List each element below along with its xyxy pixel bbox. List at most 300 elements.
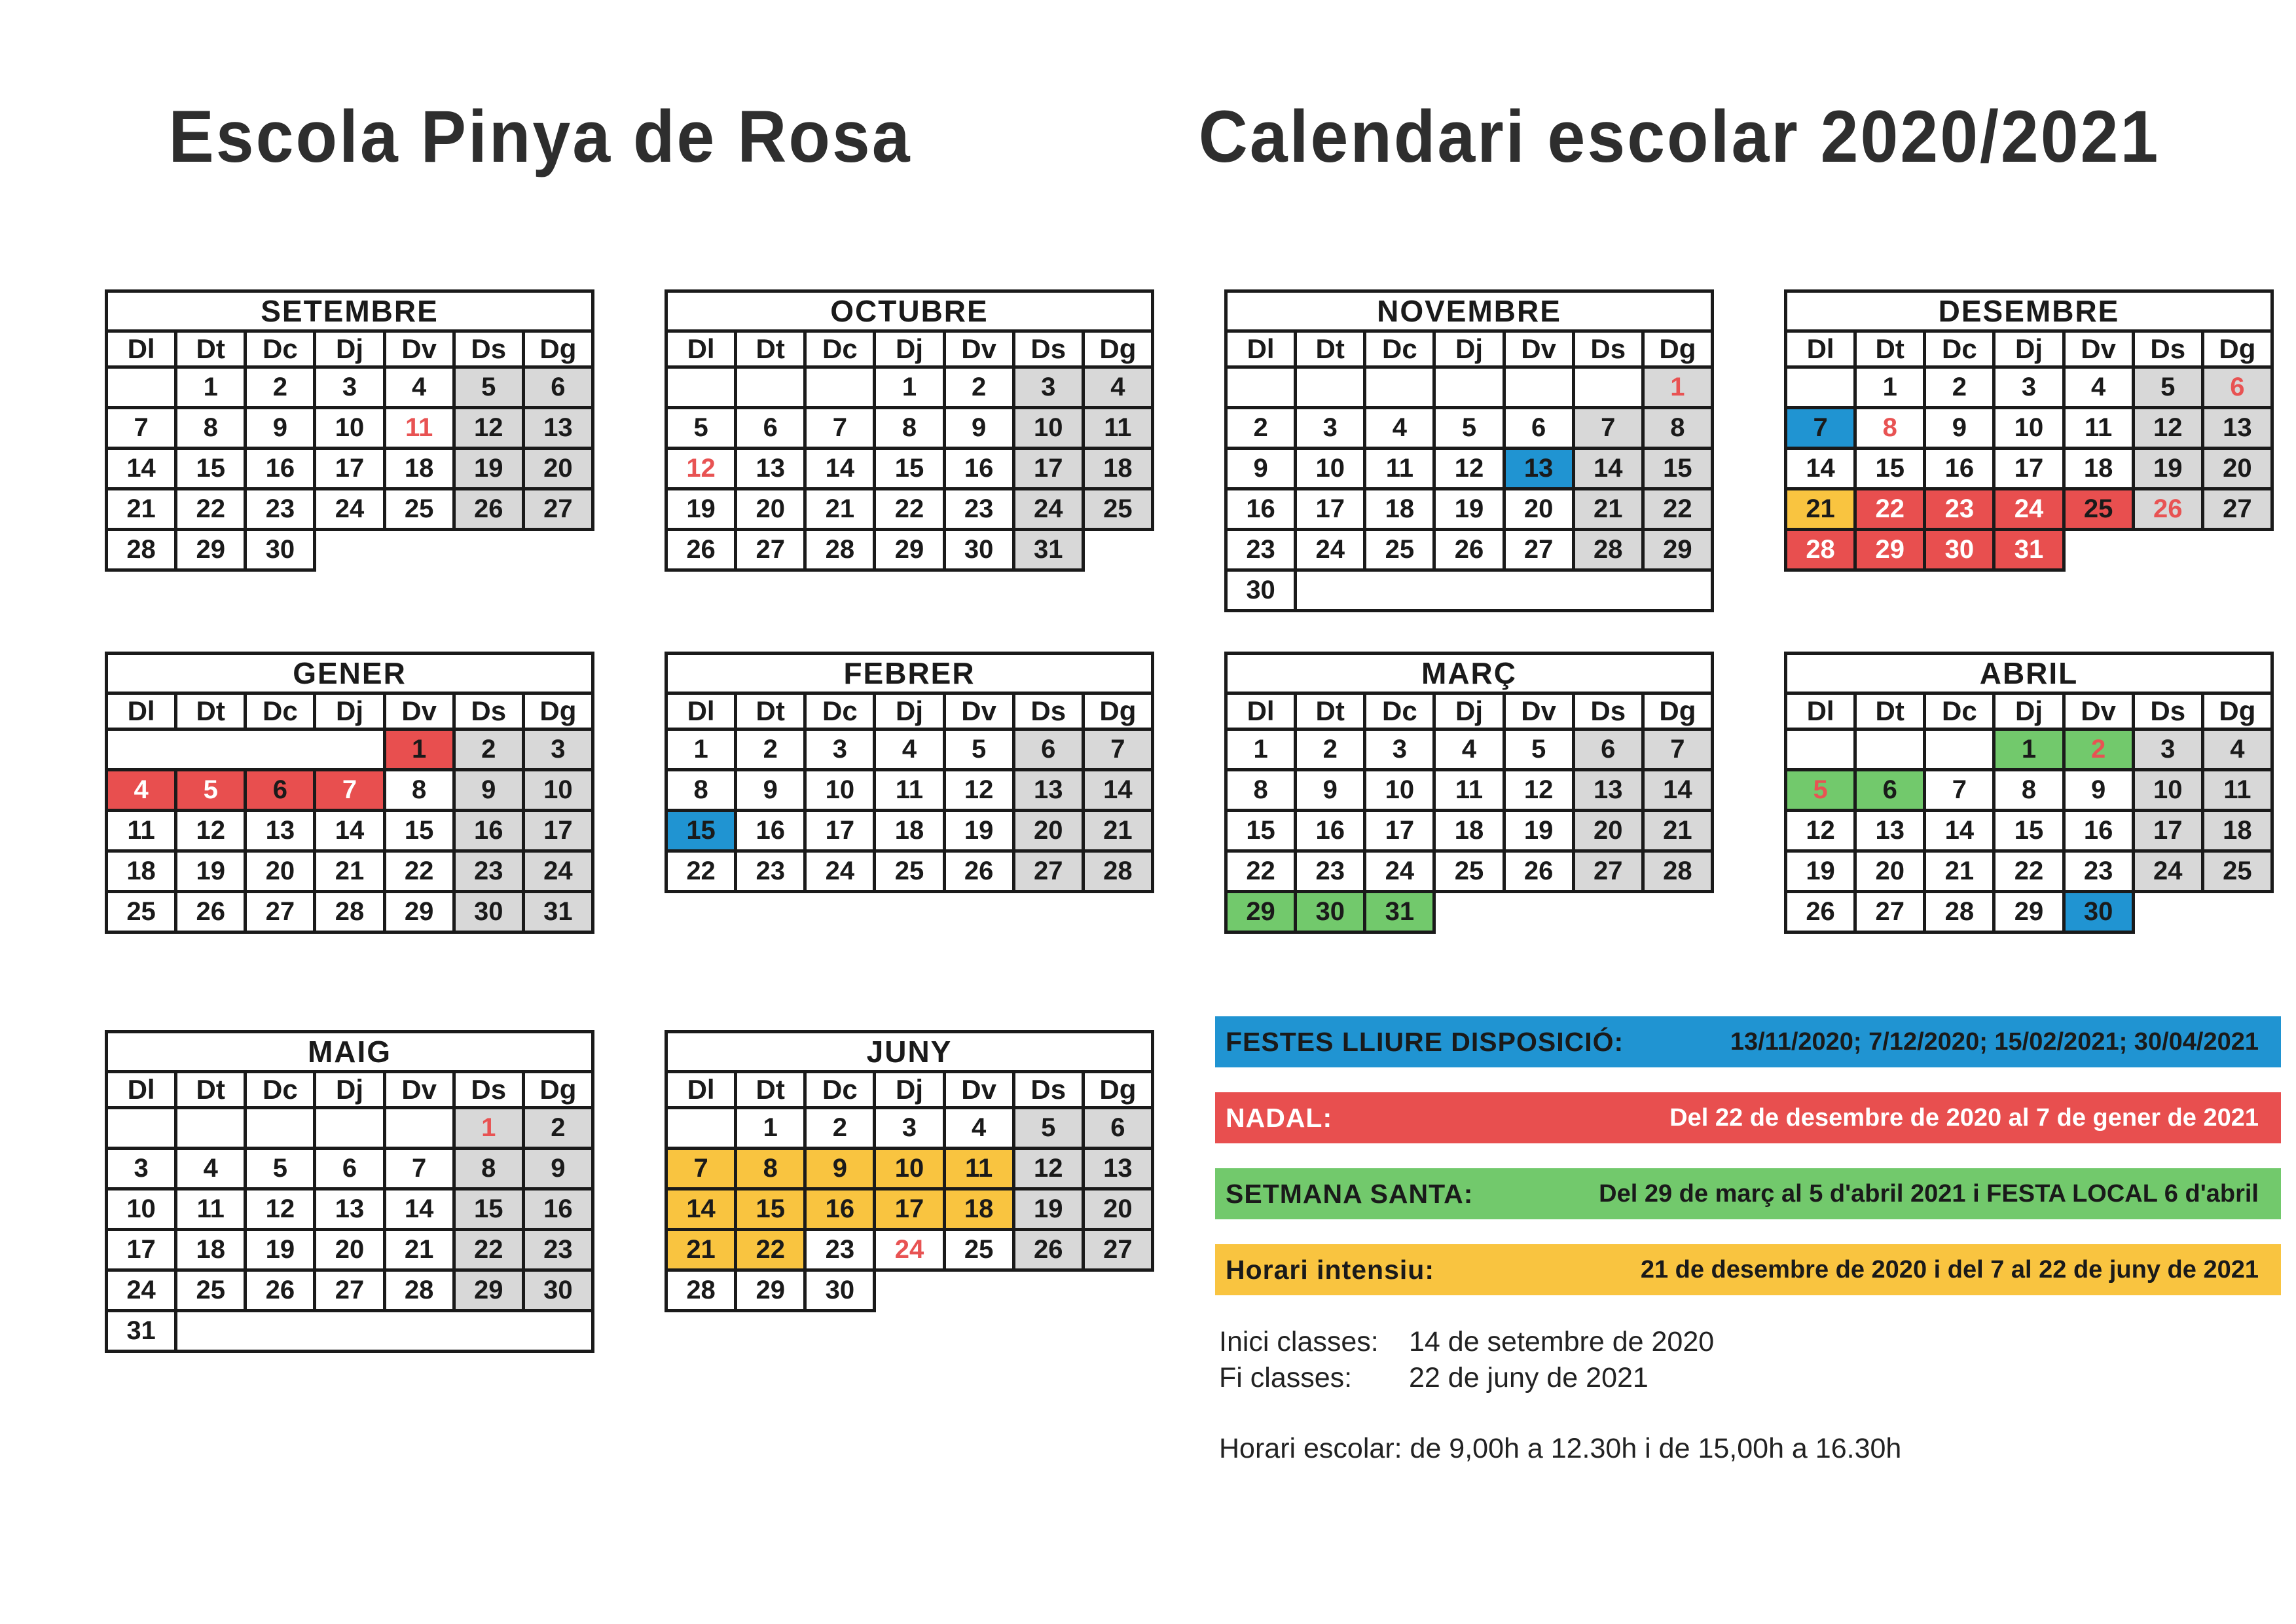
open-area — [1643, 892, 1712, 932]
day-cell: 3 — [107, 1149, 176, 1189]
day-cell: 10 — [805, 770, 875, 811]
day-cell: 24 — [1365, 851, 1434, 892]
day-cell: 22 — [875, 489, 944, 530]
day-cell: 25 — [2202, 851, 2272, 892]
day-cell: 14 — [1643, 770, 1712, 811]
day-cell: 25 — [107, 892, 176, 932]
day-cell: 30 — [944, 530, 1013, 570]
day-cell: 26 — [454, 489, 523, 530]
empty-day-cell — [107, 1108, 176, 1149]
day-cell: 20 — [523, 449, 592, 489]
empty-day-cell — [1573, 367, 1643, 408]
day-cell: 29 — [176, 530, 246, 570]
day-cell: 7 — [666, 1149, 736, 1189]
month-title: FEBRER — [666, 654, 1153, 693]
day-cell: 5 — [1434, 408, 1504, 449]
day-cell: 12 — [944, 770, 1013, 811]
day-cell: 14 — [805, 449, 875, 489]
table-filler-area — [666, 570, 1153, 598]
weekday-header: Dl — [666, 693, 736, 729]
day-cell: 12 — [1786, 811, 1855, 851]
legend-free-disposal-holidays — [1215, 1016, 2281, 1067]
day-cell: 6 — [2202, 367, 2272, 408]
day-cell: 2 — [2064, 729, 2133, 770]
day-cell: 12 — [666, 449, 736, 489]
day-cell: 15 — [875, 449, 944, 489]
weekday-header: Dt — [176, 331, 246, 367]
weekday-header: Dt — [1296, 331, 1365, 367]
table-filler-area — [1226, 932, 1713, 968]
weekday-header: Dv — [944, 1072, 1013, 1108]
weekday-header: Dj — [875, 693, 944, 729]
weekday-header: Dj — [875, 1072, 944, 1108]
day-cell: 26 — [1786, 892, 1855, 932]
day-cell: 26 — [666, 530, 736, 570]
day-cell: 6 — [315, 1149, 384, 1189]
day-cell: 11 — [107, 811, 176, 851]
table-filler-area — [666, 1311, 1153, 1329]
month-title: OCTUBRE — [666, 291, 1153, 331]
day-cell: 23 — [1296, 851, 1365, 892]
day-cell: 4 — [944, 1108, 1013, 1149]
day-cell: 25 — [944, 1230, 1013, 1270]
day-cell: 27 — [246, 892, 315, 932]
day-cell: 11 — [1365, 449, 1434, 489]
day-cell: 22 — [384, 851, 454, 892]
day-cell: 19 — [246, 1230, 315, 1270]
weekday-header: Dl — [107, 693, 176, 729]
day-cell: 29 — [1855, 530, 1925, 570]
day-cell: 11 — [2202, 770, 2272, 811]
day-cell: 18 — [384, 449, 454, 489]
day-cell: 2 — [805, 1108, 875, 1149]
month-table — [1784, 289, 2274, 597]
open-area — [1434, 892, 1504, 932]
weekday-header: Dg — [1643, 331, 1712, 367]
weekday-header: Dv — [384, 693, 454, 729]
day-cell: 16 — [805, 1189, 875, 1230]
day-cell: 5 — [1786, 770, 1855, 811]
weekday-header: Dc — [1925, 693, 1994, 729]
day-cell: 20 — [246, 851, 315, 892]
day-cell: 27 — [1573, 851, 1643, 892]
weekday-header: Dg — [1643, 693, 1712, 729]
weekday-header: Dt — [1855, 331, 1925, 367]
day-cell: 7 — [1786, 408, 1855, 449]
day-cell: 5 — [246, 1149, 315, 1189]
day-cell: 10 — [523, 770, 592, 811]
weekday-header: Dg — [523, 1072, 592, 1108]
day-cell: 17 — [1296, 489, 1365, 530]
day-cell: 26 — [176, 892, 246, 932]
day-cell: 3 — [875, 1108, 944, 1149]
day-cell: 3 — [1296, 408, 1365, 449]
school-hours-line: Horari escolar: de 9,00h a 12.30h i de 15,00h a 16.30h — [1219, 1433, 1902, 1464]
day-cell: 28 — [384, 1270, 454, 1311]
day-cell: 3 — [523, 729, 592, 770]
weekday-header: Dl — [107, 1072, 176, 1108]
day-cell: 10 — [1365, 770, 1434, 811]
day-cell: 27 — [1083, 1230, 1152, 1270]
weekday-header: Dc — [1365, 693, 1434, 729]
weekday-header: Dj — [315, 331, 384, 367]
weekday-header: Dt — [176, 693, 246, 729]
day-cell: 25 — [1434, 851, 1504, 892]
day-cell: 13 — [523, 408, 592, 449]
weekday-header: Dg — [2202, 693, 2272, 729]
table-filler-area — [1786, 932, 2272, 968]
day-cell: 8 — [1226, 770, 1296, 811]
day-cell: 9 — [2064, 770, 2133, 811]
month-calendar-setembre — [105, 289, 594, 597]
open-area — [875, 1270, 944, 1311]
day-cell: 1 — [176, 367, 246, 408]
day-cell: 29 — [1643, 530, 1712, 570]
day-cell: 28 — [1573, 530, 1643, 570]
day-cell: 23 — [805, 1230, 875, 1270]
school-name-title: Escola Pinya de Rosa — [168, 96, 912, 178]
day-cell: 25 — [2064, 489, 2133, 530]
day-cell: 19 — [1434, 489, 1504, 530]
day-cell: 2 — [736, 729, 805, 770]
month-title: ABRIL — [1786, 654, 2272, 693]
empty-day-cell — [107, 367, 176, 408]
empty-day-cell — [1365, 367, 1434, 408]
day-cell: 24 — [2133, 851, 2202, 892]
day-cell: 16 — [1925, 449, 1994, 489]
day-cell: 5 — [454, 367, 523, 408]
open-area — [1013, 1270, 1083, 1311]
day-cell: 4 — [384, 367, 454, 408]
day-cell: 7 — [805, 408, 875, 449]
day-cell: 22 — [736, 1230, 805, 1270]
day-cell: 19 — [1786, 851, 1855, 892]
day-cell: 22 — [454, 1230, 523, 1270]
weekday-header: Dt — [736, 331, 805, 367]
day-cell: 29 — [1226, 892, 1296, 932]
weekday-header: Ds — [454, 693, 523, 729]
month-table — [105, 652, 594, 967]
day-cell: 20 — [1083, 1189, 1152, 1230]
day-cell: 21 — [1083, 811, 1152, 851]
weekday-header: Dc — [1365, 331, 1434, 367]
empty-day-cell — [736, 367, 805, 408]
day-cell: 9 — [805, 1149, 875, 1189]
empty-day-cell — [666, 367, 736, 408]
legend-label: FESTES LLIURE DISPOSICIÓ: — [1226, 1026, 1624, 1057]
weekday-header: Dv — [944, 693, 1013, 729]
weekday-header: Dg — [1083, 331, 1152, 367]
day-cell: 16 — [523, 1189, 592, 1230]
day-cell: 3 — [315, 367, 384, 408]
day-cell: 4 — [875, 729, 944, 770]
day-cell: 30 — [2064, 892, 2133, 932]
day-cell: 21 — [1925, 851, 1994, 892]
empty-span-cell — [107, 729, 385, 770]
day-cell: 15 — [1226, 811, 1296, 851]
open-area — [523, 530, 592, 570]
day-cell: 9 — [1925, 408, 1994, 449]
day-cell: 28 — [1786, 530, 1855, 570]
day-cell: 22 — [1643, 489, 1712, 530]
weekday-header: Dl — [1226, 331, 1296, 367]
day-cell: 25 — [384, 489, 454, 530]
day-cell: 1 — [1226, 729, 1296, 770]
empty-day-cell — [1786, 367, 1855, 408]
day-cell: 5 — [2133, 367, 2202, 408]
open-area — [2133, 530, 2202, 570]
day-cell: 28 — [805, 530, 875, 570]
table-filler-area — [107, 570, 593, 598]
day-cell: 6 — [246, 770, 315, 811]
month-calendar-desembre — [1784, 289, 2274, 597]
empty-day-cell — [1504, 367, 1573, 408]
day-cell: 21 — [1643, 811, 1712, 851]
day-cell: 13 — [1855, 811, 1925, 851]
day-cell: 29 — [1994, 892, 2064, 932]
empty-span-cell — [176, 1311, 593, 1352]
empty-span-cell — [1296, 570, 1713, 611]
day-cell: 14 — [1925, 811, 1994, 851]
day-cell: 1 — [666, 729, 736, 770]
day-cell: 23 — [523, 1230, 592, 1270]
day-cell: 25 — [875, 851, 944, 892]
day-cell: 17 — [1365, 811, 1434, 851]
day-cell: 24 — [1994, 489, 2064, 530]
day-cell: 21 — [315, 851, 384, 892]
day-cell: 26 — [1013, 1230, 1083, 1270]
day-cell: 27 — [1855, 892, 1925, 932]
day-cell: 15 — [1643, 449, 1712, 489]
weekday-header: Dc — [805, 1072, 875, 1108]
day-cell: 30 — [805, 1270, 875, 1311]
day-cell: 17 — [315, 449, 384, 489]
weekday-header: Dv — [2064, 693, 2133, 729]
month-table — [665, 289, 1154, 597]
day-cell: 2 — [1296, 729, 1365, 770]
weekday-header: Dj — [315, 1072, 384, 1108]
month-calendar-marc — [1224, 652, 1714, 967]
empty-day-cell — [805, 367, 875, 408]
day-cell: 19 — [2133, 449, 2202, 489]
day-cell: 12 — [2133, 408, 2202, 449]
day-cell: 17 — [805, 811, 875, 851]
day-cell: 8 — [736, 1149, 805, 1189]
open-area — [1573, 892, 1643, 932]
day-cell: 31 — [1994, 530, 2064, 570]
day-cell: 22 — [1226, 851, 1296, 892]
day-cell: 5 — [1504, 729, 1573, 770]
weekday-header: Dc — [1925, 331, 1994, 367]
day-cell: 19 — [176, 851, 246, 892]
legend-easter-holidays — [1215, 1168, 2281, 1219]
open-area — [944, 1270, 1013, 1311]
day-cell: 26 — [1434, 530, 1504, 570]
weekday-header: Dt — [736, 1072, 805, 1108]
day-cell: 21 — [1573, 489, 1643, 530]
day-cell: 26 — [2133, 489, 2202, 530]
day-cell: 10 — [1296, 449, 1365, 489]
day-cell: 2 — [454, 729, 523, 770]
day-cell: 4 — [176, 1149, 246, 1189]
day-cell: 13 — [1083, 1149, 1152, 1189]
day-cell: 6 — [523, 367, 592, 408]
day-cell: 13 — [315, 1189, 384, 1230]
weekday-header: Dt — [736, 693, 805, 729]
weekday-header: Dg — [523, 693, 592, 729]
day-cell: 29 — [875, 530, 944, 570]
day-cell: 16 — [944, 449, 1013, 489]
day-cell: 10 — [1994, 408, 2064, 449]
day-cell: 30 — [523, 1270, 592, 1311]
day-cell: 22 — [666, 851, 736, 892]
day-cell: 7 — [107, 408, 176, 449]
day-cell: 16 — [736, 811, 805, 851]
day-cell: 10 — [2133, 770, 2202, 811]
weekday-header: Dv — [384, 1072, 454, 1108]
day-cell: 19 — [944, 811, 1013, 851]
day-cell: 23 — [736, 851, 805, 892]
day-cell: 18 — [875, 811, 944, 851]
day-cell: 13 — [2202, 408, 2272, 449]
day-cell: 12 — [176, 811, 246, 851]
day-cell: 20 — [315, 1230, 384, 1270]
day-cell: 28 — [666, 1270, 736, 1311]
day-cell: 15 — [1855, 449, 1925, 489]
legend-label: SETMANA SANTA: — [1226, 1178, 1474, 1209]
empty-day-cell — [176, 1108, 246, 1149]
day-cell: 20 — [1573, 811, 1643, 851]
day-cell: 25 — [1365, 530, 1434, 570]
day-cell: 28 — [1643, 851, 1712, 892]
day-cell: 1 — [1994, 729, 2064, 770]
weekday-header: Dg — [2202, 331, 2272, 367]
empty-day-cell — [1434, 367, 1504, 408]
day-cell: 15 — [1994, 811, 2064, 851]
day-cell: 11 — [176, 1189, 246, 1230]
day-cell: 12 — [1504, 770, 1573, 811]
day-cell: 7 — [1925, 770, 1994, 811]
weekday-header: Dc — [246, 693, 315, 729]
day-cell: 31 — [523, 892, 592, 932]
month-title: GENER — [107, 654, 593, 693]
day-cell: 9 — [246, 408, 315, 449]
weekday-header: Dl — [1786, 331, 1855, 367]
day-cell: 17 — [2133, 811, 2202, 851]
weekday-header: Ds — [2133, 693, 2202, 729]
day-cell: 8 — [176, 408, 246, 449]
day-cell: 10 — [1013, 408, 1083, 449]
weekday-header: Dl — [666, 1072, 736, 1108]
day-cell: 18 — [1365, 489, 1434, 530]
day-cell: 22 — [176, 489, 246, 530]
month-table — [665, 1030, 1154, 1328]
open-area — [1083, 1270, 1152, 1311]
day-cell: 8 — [1994, 770, 2064, 811]
day-cell: 7 — [1573, 408, 1643, 449]
day-cell: 14 — [384, 1189, 454, 1230]
month-table — [1224, 652, 1714, 967]
empty-day-cell — [1226, 367, 1296, 408]
month-title: NOVEMBRE — [1226, 291, 1713, 331]
empty-day-cell — [315, 1108, 384, 1149]
day-cell: 11 — [875, 770, 944, 811]
day-cell: 6 — [736, 408, 805, 449]
month-calendar-octubre — [665, 289, 1154, 597]
empty-day-cell — [666, 1108, 736, 1149]
weekday-header: Dc — [805, 331, 875, 367]
day-cell: 20 — [1504, 489, 1573, 530]
weekday-header: Dv — [1504, 331, 1573, 367]
legend-dates: 21 de desembre de 2020 i del 7 al 22 de juny de 2021 — [1640, 1255, 2259, 1283]
day-cell: 18 — [2064, 449, 2133, 489]
weekday-header: Ds — [1013, 1072, 1083, 1108]
day-cell: 23 — [1925, 489, 1994, 530]
day-cell: 14 — [1573, 449, 1643, 489]
day-cell: 4 — [1083, 367, 1152, 408]
day-cell: 23 — [246, 489, 315, 530]
day-cell: 12 — [1434, 449, 1504, 489]
day-cell: 14 — [1083, 770, 1152, 811]
day-cell: 29 — [454, 1270, 523, 1311]
day-cell: 9 — [736, 770, 805, 811]
open-area — [2202, 892, 2272, 932]
day-cell: 6 — [1855, 770, 1925, 811]
legend-christmas-holidays — [1215, 1092, 2281, 1143]
day-cell: 2 — [246, 367, 315, 408]
table-filler-area — [666, 892, 1153, 968]
day-cell: 23 — [1226, 530, 1296, 570]
day-cell: 25 — [176, 1270, 246, 1311]
open-area — [2064, 530, 2133, 570]
day-cell: 7 — [384, 1149, 454, 1189]
day-cell: 2 — [1226, 408, 1296, 449]
day-cell: 13 — [1013, 770, 1083, 811]
day-cell: 29 — [736, 1270, 805, 1311]
day-cell: 1 — [1643, 367, 1712, 408]
day-cell: 26 — [1504, 851, 1573, 892]
day-cell: 19 — [1504, 811, 1573, 851]
month-table — [665, 652, 1154, 967]
day-cell: 6 — [1504, 408, 1573, 449]
day-cell: 27 — [523, 489, 592, 530]
weekday-header: Dc — [246, 1072, 315, 1108]
day-cell: 17 — [1994, 449, 2064, 489]
weekday-header: Dv — [944, 331, 1013, 367]
month-calendar-febrer — [665, 652, 1154, 967]
day-cell: 5 — [176, 770, 246, 811]
day-cell: 9 — [944, 408, 1013, 449]
day-cell: 20 — [2202, 449, 2272, 489]
day-cell: 9 — [454, 770, 523, 811]
day-cell: 21 — [384, 1230, 454, 1270]
weekday-header: Ds — [1013, 331, 1083, 367]
day-cell: 3 — [1365, 729, 1434, 770]
day-cell: 28 — [315, 892, 384, 932]
table-filler-area — [107, 1352, 593, 1354]
day-cell: 15 — [736, 1189, 805, 1230]
day-cell: 31 — [1365, 892, 1434, 932]
weekday-header: Dc — [246, 331, 315, 367]
day-cell: 3 — [2133, 729, 2202, 770]
weekday-header: Dt — [176, 1072, 246, 1108]
open-area — [384, 530, 454, 570]
day-cell: 15 — [384, 811, 454, 851]
weekday-header: Dl — [1226, 693, 1296, 729]
day-cell: 27 — [2202, 489, 2272, 530]
weekday-header: Dg — [1083, 1072, 1152, 1108]
month-title: JUNY — [666, 1032, 1153, 1072]
